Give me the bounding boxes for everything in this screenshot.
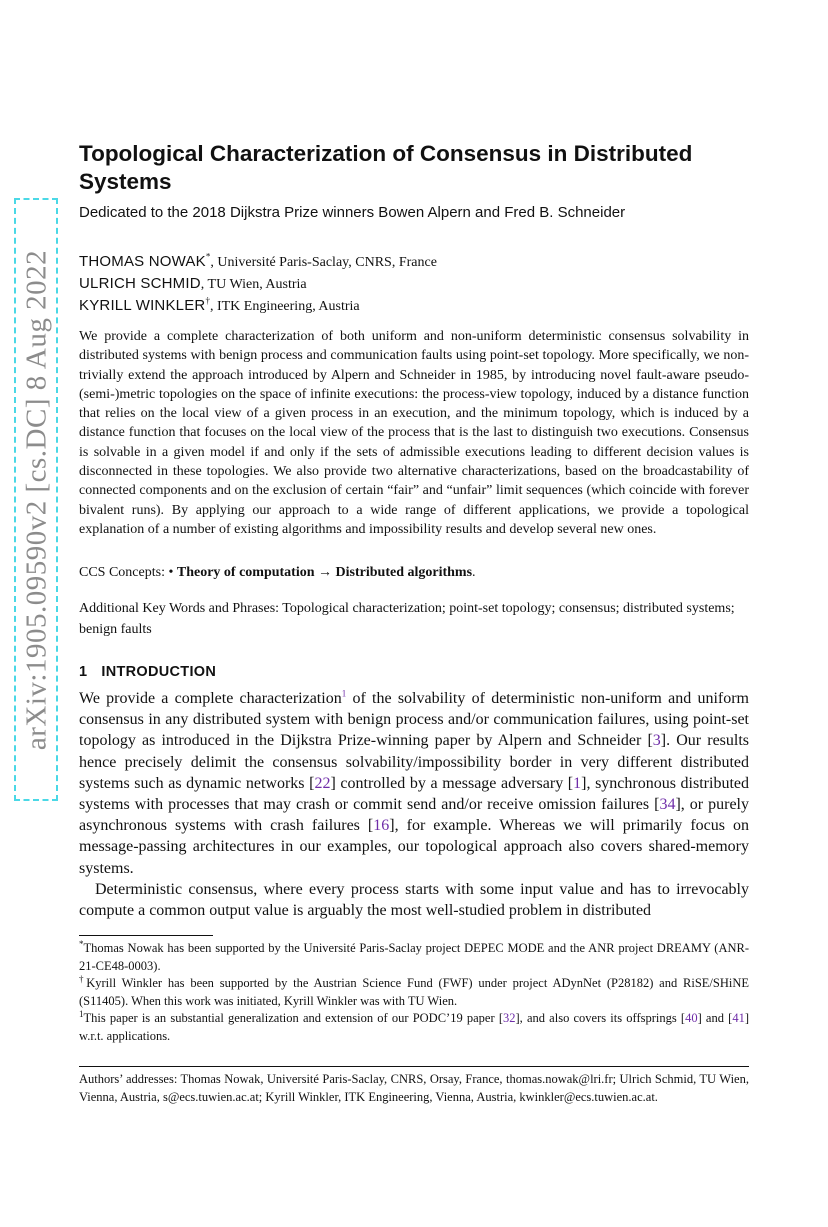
ccs-subterm: Distributed algorithms bbox=[335, 565, 473, 580]
footnote-text: Thomas Nowak has been supported by the Université Paris-Saclay project DEPEC MODE and the ANR project DREAMY (ANR-21-CE48-0003). bbox=[79, 941, 749, 973]
ccs-label: CCS Concepts: • bbox=[79, 565, 177, 580]
author-name: KYRILL WINKLER bbox=[79, 297, 206, 314]
footnote-2 bbox=[79, 975, 749, 1010]
citation-link[interactable]: 34 bbox=[659, 796, 676, 814]
arxiv-stamp: arXiv:1905.09590v2 [cs.DC] 8 Aug 2022 bbox=[20, 249, 53, 751]
address-divider bbox=[79, 1066, 749, 1067]
author-affiliation: , TU Wien, Austria bbox=[200, 277, 307, 292]
text-run: ], or purely asynchronous systems with crash failures [ bbox=[79, 796, 750, 835]
text-run: ]. Our results hence precisely delimit the consensus solvability/impossibility border in very different distributed systems such as dynamic networks [ bbox=[79, 732, 750, 792]
keywords: Additional Key Words and Phrases: Topological characterization; point-set topology; consensus; distributed systems; benign faults bbox=[79, 601, 735, 637]
text-run: We provide a complete characterization bbox=[79, 690, 342, 707]
citation-link[interactable]: 16 bbox=[373, 817, 390, 835]
footnote-text: ] w.r.t. applications. bbox=[79, 1011, 749, 1043]
footnote-mark: † bbox=[79, 973, 87, 984]
dedication: Dedicated to the 2018 Dijkstra Prize winners Bowen Alpern and Fred B. Schneider bbox=[79, 204, 626, 221]
citation-link[interactable]: 3 bbox=[652, 732, 661, 750]
author-nowak bbox=[79, 251, 437, 273]
footnote-mark: 1 bbox=[79, 1008, 84, 1019]
author-name: THOMAS NOWAK bbox=[79, 253, 206, 270]
ccs-arrow: → bbox=[314, 565, 336, 580]
citation-link[interactable]: 22 bbox=[314, 774, 331, 792]
intro-paragraph-1 bbox=[79, 688, 749, 879]
author-mark: † bbox=[205, 295, 210, 306]
footnote-3 bbox=[79, 1010, 749, 1045]
section-heading bbox=[79, 664, 216, 680]
footnote-divider bbox=[79, 935, 213, 936]
author-affiliation: , ITK Engineering, Austria bbox=[209, 299, 360, 314]
citation-link[interactable]: 32 bbox=[502, 1011, 516, 1025]
ccs-concepts bbox=[79, 565, 749, 581]
author-schmid bbox=[79, 273, 437, 295]
footnote-text: ], and also covers its offsprings [ bbox=[515, 1011, 686, 1025]
section-title: INTRODUCTION bbox=[101, 664, 217, 680]
footnote-text: ] and [ bbox=[697, 1011, 733, 1025]
footnotes bbox=[79, 940, 749, 1045]
footnote-text: This paper is an substantial generalization and extension of our PODC’19 paper [ bbox=[83, 1011, 503, 1025]
author-mark: * bbox=[205, 251, 211, 262]
footnote-1 bbox=[79, 940, 749, 975]
citation-link[interactable]: 40 bbox=[685, 1011, 698, 1025]
paper-title: Topological Characterization of Consensus in Distributed Systems bbox=[79, 141, 693, 194]
text-run: ], synchronous distributed systems with processes that may crash or commit send and/or receive omission failures [ bbox=[79, 774, 749, 814]
citation-link[interactable]: 1 bbox=[573, 774, 582, 792]
intro-paragraph-2: Deterministic consensus, where every process starts with some input value and has to irrevocably compute a common output value is arguably the most well-studied problem in distributed bbox=[79, 880, 749, 920]
ccs-end: . bbox=[472, 565, 476, 580]
text-run: ] controlled by a message adversary [ bbox=[330, 774, 574, 792]
text-run: of the solvability of deterministic non-uniform and uniform consensus in any distributed system with benign process and/or communication failures, using point-set topology as introduced in the Dijkstra Prize-winning paper by Alpern and Schneider [ bbox=[79, 690, 749, 750]
footnote-text: Kyrill Winkler has been supported by the Austrian Science Fund (FWF) under project ADynNet (P28182) and RiSE/SHiNE (S11405). When this work was initiated, Kyrill Winkler was with TU Wien. bbox=[79, 976, 750, 1008]
author-list bbox=[79, 251, 437, 317]
author-name: ULRICH SCHMID bbox=[79, 275, 201, 292]
abstract: We provide a complete characterization of both uniform and non-uniform deterministic consensus solvability in distributed systems with benign process and communication faults using point-set topology. More specifically, we non-trivially extend the approach introduced by Alpern and Schneider in 1985, by introducing novel fault-aware pseudo-(semi-)metric topologies on the space of infinite executions: the process-view topology, induced by a distance function that relies on the local view of a given process in an execution, and the minimum topology, which is induced by a distance function that focuses on the local view of the process that is the last to distinguish two executions. Consensus is solvable in a given model if and only if the sets of admissible executions leading to different decision values is disconnected in these topologies. We also provide two alternative characterizations, based on the broadcastability of connected components and on the exclusion of certain “fair” and “unfair” limit sequences (which coincide with forever bivalent runs). By applying our approach to a wide range of different applications, we provide a topological explanation of a number of existing algorithms and impossibility results and develop several new ones. bbox=[79, 329, 749, 537]
author-affiliation: , Université Paris-Saclay, CNRS, France bbox=[210, 255, 437, 270]
section-number: 1 bbox=[79, 664, 88, 680]
text-run: ], for example. Whereas we will primarily focus on message-passing architectures in our examples, our topological approach also covers shared-memory systems. bbox=[79, 817, 750, 877]
footnote-ref-link[interactable]: 1 bbox=[341, 688, 347, 699]
footnote-mark: * bbox=[79, 938, 84, 949]
intro-body bbox=[79, 688, 749, 921]
author-addresses: Authors’ addresses: Thomas Nowak, Université Paris-Saclay, CNRS, Orsay, France, thomas.nowak@lri.fr; Ulrich Schmid, TU Wien, Vienna, Austria, s@ecs.tuwien.ac.at; Kyrill Winkler, ITK Engineering, Vienna, Austria, kwinkler@ecs.tuwien.ac.at. bbox=[79, 1072, 749, 1104]
author-winkler bbox=[79, 295, 437, 317]
citation-link[interactable]: 41 bbox=[732, 1011, 745, 1025]
ccs-term: Theory of computation bbox=[176, 565, 315, 580]
